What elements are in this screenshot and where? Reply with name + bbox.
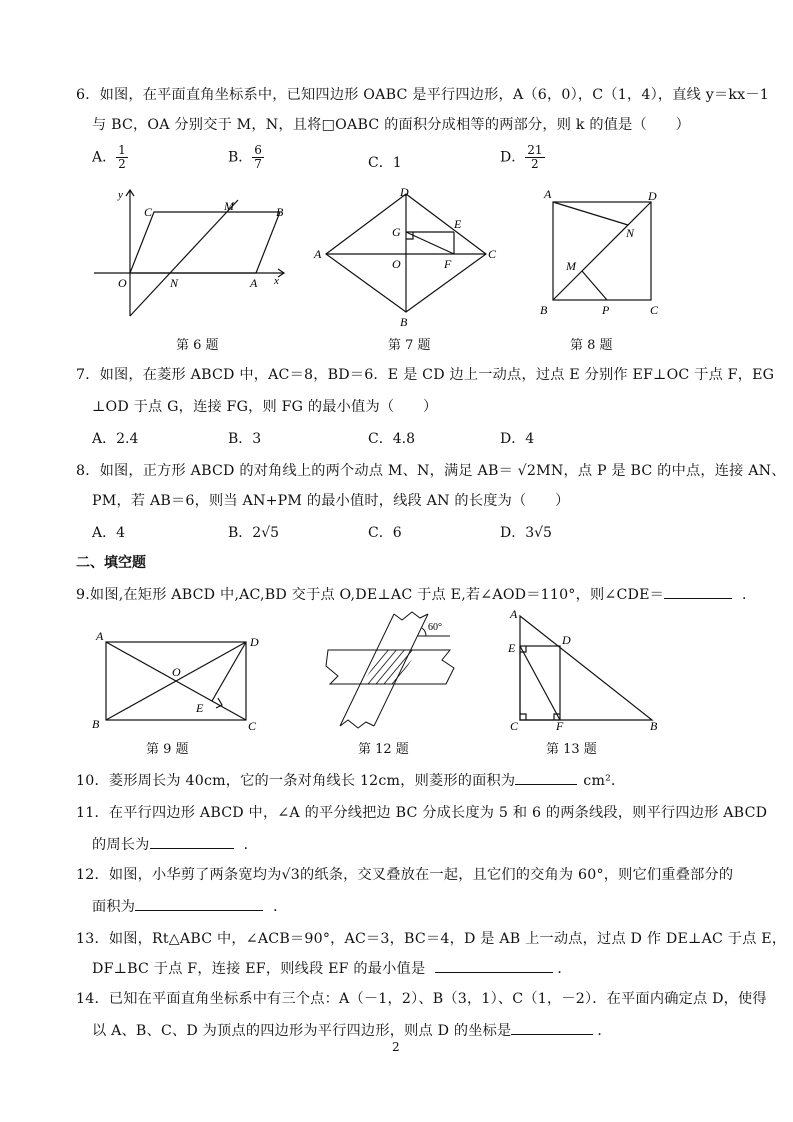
- fig8-label-d: D: [648, 189, 657, 203]
- q13-line2: DF⊥BC 于点 F，连接 EF，则线段 EF 的最小值是 ．: [92, 958, 572, 978]
- figure-13: [502, 604, 668, 734]
- q14-answer-blank[interactable]: [511, 1020, 593, 1035]
- q14-line2: 以 A、B、C、D 为顶点的四边形为平行四边形，则点 D 的坐标是 ．: [92, 1020, 612, 1040]
- q8-option-a: A．4: [92, 525, 126, 541]
- fig13-label-c: C: [510, 719, 519, 733]
- fig8-label-n: N: [626, 226, 635, 240]
- q6-line2: 与 BC，OA 分别交于 M，N，且将□OABC 的面积分成相等的两部分，则 k 的值是（ ）: [92, 117, 691, 133]
- q7-line2: ⊥OD 于点 G，连接 FG，则 FG 的最小值为（ ）: [92, 399, 438, 415]
- fig9-caption: 第 9 题: [146, 742, 189, 757]
- fig6-label-a: A: [250, 276, 258, 290]
- fig7-label-o: O: [392, 257, 401, 271]
- fig7-label-e: E: [454, 217, 462, 231]
- fig13-segment-ef: [520, 646, 560, 720]
- q6-option-b: B． $\frac{6}{7}$: [228, 143, 262, 171]
- fig7-label-c: C: [488, 247, 497, 261]
- q7-option-d: D．4: [500, 431, 535, 447]
- q11-line1: 11．在平行四边形 ABCD 中，∠A 的平分线把边 BC 分成长度为 5 和 6 的两条线段，则平行四边形 ABCD: [76, 805, 768, 821]
- q7-line1: 7．如图，在菱形 ABCD 中，AC＝8，BD＝6．E 是 CD 边上一动点，过点 E 分别作 EF⊥OC 于点 F，EG: [76, 367, 775, 383]
- q8-option-b: B．2√5: [228, 525, 280, 541]
- fig8-segment-an: [553, 202, 628, 225]
- fig9-label-e: E: [196, 701, 204, 715]
- fig6-label-x: x: [274, 275, 279, 287]
- fig13-label-f: F: [556, 719, 564, 733]
- fig8-label-b: B: [540, 303, 548, 317]
- q12-line2: 面积为 ．: [92, 896, 288, 916]
- fig7-label-b: B: [400, 315, 408, 326]
- q6-option-a: A． $\frac{1}{2}$: [92, 143, 126, 171]
- q10-text: 10．菱形周长为 40cm，它的一条对角线长 12cm，则菱形的面积为 cm²．: [76, 770, 625, 790]
- fig13-label-d: D: [562, 633, 571, 647]
- fig9-label-c: C: [248, 719, 257, 733]
- q6-option-d: D． $\frac{21}{2}$: [500, 143, 543, 171]
- fig6-caption: 第 6 题: [176, 338, 219, 353]
- q8-line2: PM，若 AB＝6，则当 AN+PM 的最小值时，线段 AN 的长度为（ ）: [92, 493, 570, 509]
- fig13-label-b: B: [650, 719, 658, 733]
- fig12-strip-right-edge: [374, 614, 428, 726]
- fig8-label-c: C: [650, 303, 659, 317]
- q11-answer-blank[interactable]: [150, 834, 234, 849]
- fig7-label-g: G: [392, 225, 401, 239]
- q13-line1: 13．如图，Rt△ABC 中，∠ACB＝90°，AC＝3，BC＝4，D 是 AB 上一动点，过点 D 作 DE⊥AC 于点 E，: [76, 931, 787, 947]
- q12-line1: 12．如图，小华剪了两条宽均为√3的纸条，交叉叠放在一起，且它们的交角为 60°，则它们重叠部分的: [76, 867, 734, 883]
- q7-option-b: B．3: [228, 431, 262, 447]
- fig9-label-a: A: [96, 629, 104, 643]
- q14-line1: 14．已知在平面直角坐标系中有三个点：A（－1，2）、B（3，1）、C（1，－2）．在平面内确定点 D，使得: [76, 991, 767, 1007]
- fig7-label-d: D: [400, 185, 409, 199]
- fig6-label-y: y: [118, 189, 123, 201]
- fig6-label-o: O: [118, 276, 127, 290]
- q12-answer-blank[interactable]: [135, 896, 263, 911]
- fig8-segment-pm: [582, 271, 607, 300]
- fig9-label-d: D: [250, 635, 259, 649]
- fig8-label-p: P: [602, 303, 610, 317]
- q8-option-c: C．6: [368, 525, 402, 541]
- q9-text: 9.如图,在矩形 ABCD 中,AC,BD 交于点 O,DE⊥AC 于点 E,若∠AOD＝110°，则∠CDE＝ ．: [76, 584, 756, 604]
- fig6-label-m: M: [224, 199, 234, 213]
- fig13-right-angle-c: [520, 714, 526, 720]
- figure-12: [320, 606, 460, 732]
- q6-line1: 6．如图，在平面直角坐标系中，已知四边形 OABC 是平行四边形，A（6，0），C（1，4），直线 y＝kx－1: [76, 87, 769, 103]
- fig6-parallelogram: [130, 212, 280, 273]
- fig13-triangle: [520, 616, 652, 720]
- q7-option-c: C．4.8: [368, 431, 415, 447]
- figure-7: [308, 184, 508, 326]
- fig8-label-a: A: [544, 187, 552, 201]
- fig12-angle-label: 60°: [428, 622, 442, 633]
- fig12-caption: 第 12 题: [358, 742, 409, 757]
- fig6-label-c: C: [144, 205, 153, 219]
- fig6-label-n: N: [170, 276, 179, 290]
- fig7-label-f: F: [444, 257, 452, 271]
- fig8-label-m: M: [566, 259, 576, 273]
- q13-answer-blank[interactable]: [435, 958, 553, 973]
- fig6-label-b: B: [276, 205, 284, 219]
- figure-6: [88, 186, 298, 326]
- section-fill-in-title: 二、填空题: [76, 555, 146, 571]
- q8-line1: 8．如图，正方形 ABCD 的对角线上的两个动点 M、N，满足 AB＝ √2MN，点 P 是 BC 的中点，连接 AN、: [76, 463, 786, 479]
- fig13-label-a: A: [510, 607, 518, 621]
- q11-line2: 的周长为 ．: [92, 834, 258, 854]
- q7-option-a: A．2.4: [92, 431, 139, 447]
- fig9-label-b: B: [92, 717, 100, 731]
- fig13-caption: 第 13 题: [546, 742, 597, 757]
- fig13-label-e: E: [508, 641, 516, 655]
- q6-option-c: C．1: [368, 155, 402, 171]
- q9-answer-blank[interactable]: [664, 584, 732, 599]
- fig9-label-o: O: [172, 665, 181, 679]
- fig7-label-a: A: [314, 247, 322, 261]
- q10-answer-blank[interactable]: [515, 770, 577, 785]
- figure-8: [536, 184, 676, 324]
- fig7-caption: 第 7 题: [388, 338, 431, 353]
- page-number: 2: [392, 1040, 400, 1054]
- figure-9: [88, 626, 268, 736]
- fig8-caption: 第 8 题: [570, 338, 613, 353]
- q8-option-d: D．3√5: [500, 525, 552, 541]
